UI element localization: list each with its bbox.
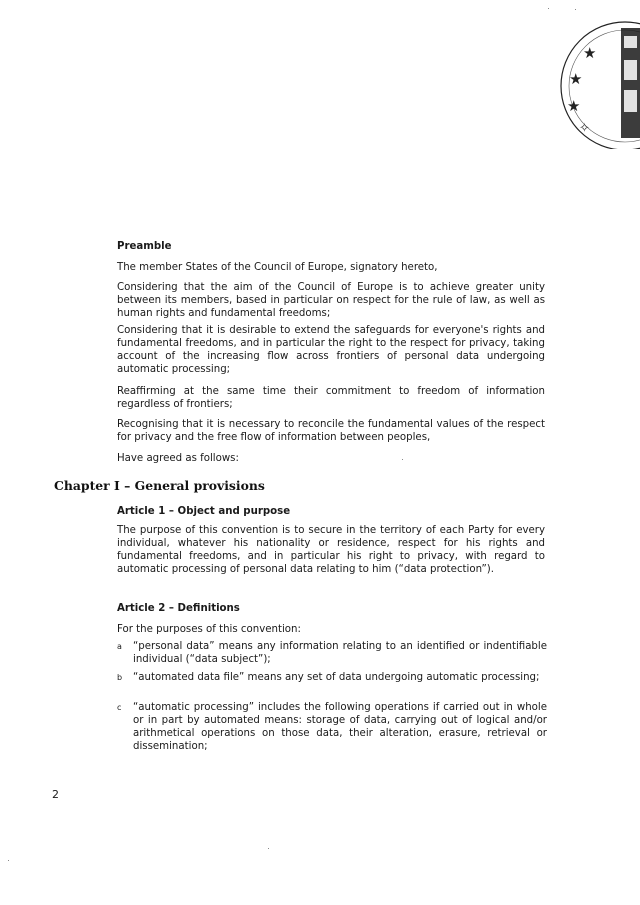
preamble-paragraph-2 <box>117 281 545 320</box>
article-1-heading <box>117 505 545 518</box>
chapter-title: Chapter I – General provisions <box>54 478 265 493</box>
preamble-text: Reaffirming at the same time their commitment to freedom of information regardless of frontiers; <box>117 386 545 410</box>
svg-text:★: ★ <box>583 44 597 62</box>
preamble-text: Recognising that it is necessary to reconcile the fundamental values of the respect for privacy and the free flow of information between peoples, <box>117 419 545 443</box>
council-stamp <box>555 14 640 149</box>
article-2-title: Article 2 – Definitions <box>117 603 240 614</box>
item-letter: c <box>117 703 122 712</box>
article-2-intro-block <box>117 623 545 636</box>
item-letter: a <box>117 642 122 651</box>
item-text: “personal data” means any information relating to an identified or indentifiable individual (“data subject”); <box>133 641 547 665</box>
article-1-text: The purpose of this convention is to secure in the territory of each Party for every individual, whatever his nationality or residence, respect for his rights and fundamental freedoms, and in particular his right to privacy, with regard to automatic processing of personal data relating to him (“data protection”). <box>117 525 545 575</box>
preamble-heading <box>117 240 545 253</box>
article-1-body <box>117 524 545 576</box>
preamble-text: Considering that it is desirable to extend the safeguards for everyone's rights and fundamental freedoms, and in particular the right to the respect for privacy, taking account of the increasing flow across frontiers of personal data undergoing automatic processing; <box>117 325 545 375</box>
article-2-intro: For the purposes of this convention: <box>117 624 301 635</box>
article-1-title: Article 1 – Object and purpose <box>117 506 291 517</box>
svg-text:★: ★ <box>569 70 583 88</box>
definition-item-a <box>117 640 547 666</box>
definition-item-c <box>117 701 547 753</box>
page-number: 2 <box>52 788 59 801</box>
svg-text:✧: ✧ <box>579 121 590 136</box>
definition-item-b <box>117 671 547 684</box>
preamble-title: Preamble <box>117 241 172 252</box>
svg-text:★: ★ <box>567 97 581 115</box>
preamble-text: Have agreed as follows: <box>117 453 239 464</box>
preamble-paragraph-5 <box>117 418 545 444</box>
preamble-text: The member States of the Council of Europe, signatory hereto, <box>117 262 438 273</box>
item-text: “automated data file” means any set of data undergoing automatic processing; <box>133 672 540 683</box>
preamble-paragraph-4 <box>117 385 545 411</box>
item-letter: b <box>117 673 123 682</box>
item-text: “automatic processing” includes the following operations if carried out in whole or in part by automated means: storage of data, carrying out of logical and/or arithmetical operations on those data, their alteration, erasure, retrieval or dissemination; <box>133 702 547 752</box>
preamble-paragraph-1 <box>117 261 545 274</box>
preamble-paragraph-6 <box>117 452 545 465</box>
preamble-paragraph-3 <box>117 324 545 376</box>
preamble-text: Considering that the aim of the Council of Europe is to achieve greater unity between its members, based in particular on respect for the rule of law, as well as human rights and fundamental freedoms; <box>117 282 545 319</box>
article-2-heading <box>117 602 545 615</box>
